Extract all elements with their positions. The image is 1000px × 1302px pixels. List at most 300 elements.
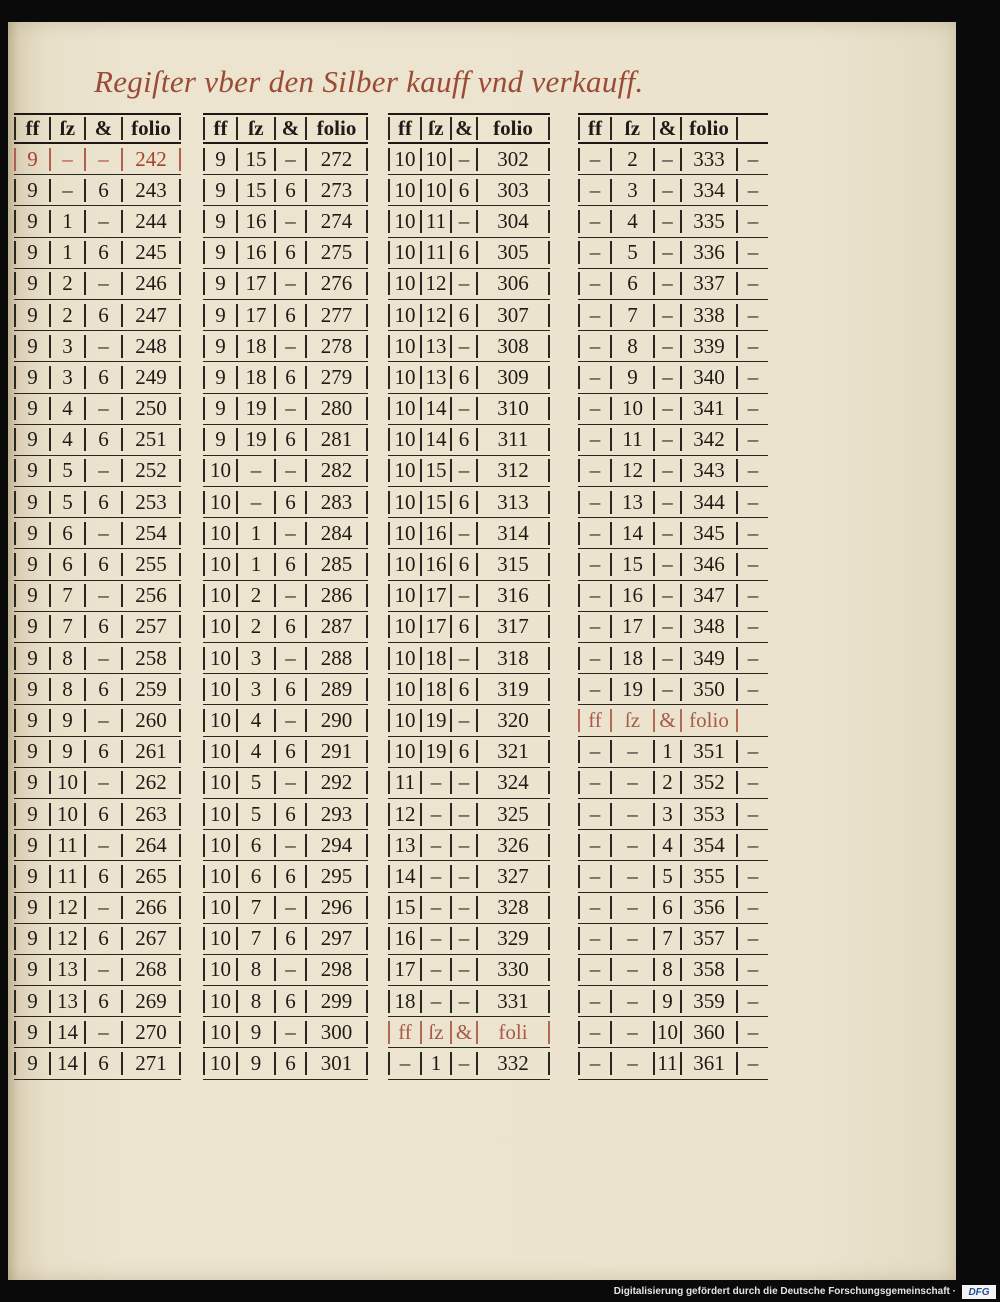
schilling-cell: 17 <box>236 304 274 327</box>
pfennig-cell: – <box>84 834 121 857</box>
pfennig-cell: & <box>653 709 680 732</box>
schilling-cell: – <box>420 803 450 826</box>
table-row <box>578 362 768 393</box>
florin-cell: ff <box>578 709 610 732</box>
table-row <box>14 799 181 830</box>
schilling-cell: – <box>610 927 653 950</box>
schilling-cell: 15 <box>610 553 653 576</box>
folio-cell: 339 <box>680 335 738 358</box>
folio-cell: 355 <box>680 865 738 888</box>
folio-cell: 246 <box>121 272 181 295</box>
pfennig-cell: – <box>84 1021 121 1044</box>
column-header <box>578 113 768 144</box>
folio-cell: 330 <box>476 958 550 981</box>
florin-cell: 9 <box>14 584 49 607</box>
schilling-cell: 11 <box>420 210 450 233</box>
pfennig-cell: 6 <box>274 990 305 1013</box>
table-row <box>578 456 768 487</box>
schilling-cell: – <box>610 865 653 888</box>
schilling-cell: – <box>610 740 653 763</box>
folio-cell: 245 <box>121 241 181 264</box>
folio-cell: 289 <box>305 678 368 701</box>
folio-cell: 261 <box>121 740 181 763</box>
florin-cell: 10 <box>388 304 420 327</box>
schilling-cell: 14 <box>420 397 450 420</box>
florin-cell: 9 <box>203 210 236 233</box>
pfennig-cell: – <box>274 522 305 545</box>
folio-cell: 357 <box>680 927 738 950</box>
schilling-cell: 5 <box>610 241 653 264</box>
florin-cell: 10 <box>203 1052 236 1075</box>
folio-cell: 344 <box>680 491 738 514</box>
florin-cell: 9 <box>14 553 49 576</box>
florin-cell: – <box>578 1021 610 1044</box>
florin-cell: 10 <box>388 397 420 420</box>
table-row <box>14 487 181 518</box>
florin-cell: 10 <box>203 834 236 857</box>
florin-cell: – <box>578 771 610 794</box>
table-row <box>388 799 550 830</box>
pfennig-cell: 6 <box>450 553 476 576</box>
folio-cell: 335 <box>680 210 738 233</box>
schilling-cell: 14 <box>610 522 653 545</box>
pfennig-cell: 6 <box>84 553 121 576</box>
table-row <box>578 612 768 643</box>
florin-cell: 9 <box>14 834 49 857</box>
florin-cell: 10 <box>203 647 236 670</box>
folio-cell: 331 <box>476 990 550 1013</box>
pfennig-cell: 6 <box>274 179 305 202</box>
florin-cell: 14 <box>388 865 420 888</box>
table-row <box>578 861 768 892</box>
schilling-cell: 1 <box>49 210 84 233</box>
schilling-cell: 16 <box>420 522 450 545</box>
florin-cell: – <box>388 1052 420 1075</box>
schilling-cell: 9 <box>236 1052 274 1075</box>
table-row <box>14 331 181 362</box>
table-row <box>203 612 368 643</box>
pfennig-cell: 6 <box>274 304 305 327</box>
schilling-cell: 17 <box>610 615 653 638</box>
folio-cell: 269 <box>121 990 181 1013</box>
folio-cell: 328 <box>476 896 550 919</box>
florin-cell: 10 <box>388 584 420 607</box>
folio-cell: folio <box>680 709 738 732</box>
folio-cell: 250 <box>121 397 181 420</box>
pfennig-cell: 6 <box>84 1052 121 1075</box>
folio-cell: 277 <box>305 304 368 327</box>
table-row <box>203 674 368 705</box>
folio-cell: 274 <box>305 210 368 233</box>
table-row <box>388 737 550 768</box>
folio-cell: 342 <box>680 428 738 451</box>
folio-cell: 276 <box>305 272 368 295</box>
pfennig-cell: – <box>653 459 680 482</box>
table-row <box>203 986 368 1017</box>
pfennig-cell: – <box>84 709 121 732</box>
table-row <box>388 768 550 799</box>
schilling-cell: 2 <box>236 615 274 638</box>
florin-cell: 10 <box>388 272 420 295</box>
pfennig-cell: 6 <box>84 241 121 264</box>
table-row <box>14 893 181 924</box>
tail-mark: – <box>747 896 759 920</box>
florin-cell: 9 <box>14 148 49 171</box>
tail-mark: – <box>747 771 759 795</box>
table-row <box>388 549 550 580</box>
table-row <box>203 830 368 861</box>
pfennig-cell: 6 <box>84 304 121 327</box>
folio-cell: 293 <box>305 803 368 826</box>
folio-cell: 348 <box>680 615 738 638</box>
table-row <box>578 986 768 1017</box>
folio-cell: 285 <box>305 553 368 576</box>
schilling-cell: – <box>420 834 450 857</box>
pfennig-cell: 6 <box>450 428 476 451</box>
folio-cell: 266 <box>121 896 181 919</box>
pfennig-cell: 10 <box>653 1021 680 1044</box>
schilling-cell: ſz <box>49 117 84 140</box>
pfennig-cell: – <box>450 771 476 794</box>
schilling-cell: 15 <box>236 148 274 171</box>
register-column-4 <box>578 113 768 1080</box>
table-row <box>388 238 550 269</box>
pfennig-cell: – <box>450 896 476 919</box>
schilling-cell: – <box>236 459 274 482</box>
tail-mark: – <box>747 272 759 296</box>
schilling-cell: – <box>610 990 653 1013</box>
folio-cell: 265 <box>121 865 181 888</box>
folio-cell: 309 <box>476 366 550 389</box>
florin-cell: – <box>578 148 610 171</box>
schilling-cell: 14 <box>420 428 450 451</box>
folio-cell: 286 <box>305 584 368 607</box>
schilling-cell: 12 <box>49 896 84 919</box>
florin-cell: 10 <box>203 803 236 826</box>
table-row <box>203 175 368 206</box>
pfennig-cell: – <box>653 491 680 514</box>
table-row <box>14 581 181 612</box>
table-row <box>14 175 181 206</box>
folio-cell: 324 <box>476 771 550 794</box>
table-row <box>14 549 181 580</box>
pfennig-cell: 3 <box>653 803 680 826</box>
florin-cell: 10 <box>388 553 420 576</box>
folio-cell: 325 <box>476 803 550 826</box>
folio-cell: 353 <box>680 803 738 826</box>
florin-cell: 9 <box>14 428 49 451</box>
folio-cell: 287 <box>305 615 368 638</box>
florin-cell: 10 <box>388 678 420 701</box>
schilling-cell: 12 <box>420 304 450 327</box>
schilling-cell: 5 <box>49 491 84 514</box>
pfennig-cell: – <box>653 304 680 327</box>
folio-cell: 270 <box>121 1021 181 1044</box>
table-row <box>203 144 368 175</box>
schilling-cell: 18 <box>420 647 450 670</box>
table-row <box>14 861 181 892</box>
folio-cell: 262 <box>121 771 181 794</box>
schilling-cell: 2 <box>49 304 84 327</box>
table-row <box>14 362 181 393</box>
florin-cell: 10 <box>388 366 420 389</box>
florin-cell: 9 <box>14 647 49 670</box>
pfennig-cell: – <box>450 990 476 1013</box>
register-column-3 <box>388 113 550 1080</box>
folio-cell: 354 <box>680 834 738 857</box>
folio-cell: 350 <box>680 678 738 701</box>
schilling-cell: – <box>610 958 653 981</box>
pfennig-cell: – <box>450 459 476 482</box>
register-column-2 <box>203 113 368 1080</box>
florin-cell: – <box>578 584 610 607</box>
pfennig-cell: – <box>653 397 680 420</box>
folio-cell: 351 <box>680 740 738 763</box>
florin-cell: 9 <box>14 241 49 264</box>
florin-cell: 9 <box>14 990 49 1013</box>
schilling-cell: 12 <box>610 459 653 482</box>
pfennig-cell: 6 <box>450 241 476 264</box>
table-row <box>578 425 768 456</box>
folio-cell: 249 <box>121 366 181 389</box>
table-row <box>203 238 368 269</box>
pfennig-cell: 6 <box>653 896 680 919</box>
table-row <box>203 456 368 487</box>
pfennig-cell: 6 <box>84 740 121 763</box>
pfennig-cell: – <box>274 709 305 732</box>
table-row <box>388 269 550 300</box>
table-row <box>203 331 368 362</box>
florin-cell: 10 <box>203 896 236 919</box>
schilling-cell: 5 <box>236 803 274 826</box>
pfennig-cell: 9 <box>653 990 680 1013</box>
pfennig-cell: 6 <box>450 615 476 638</box>
tail-mark: – <box>747 864 759 888</box>
table-row <box>203 1048 368 1079</box>
florin-cell: 9 <box>203 179 236 202</box>
table-row <box>14 206 181 237</box>
table-row <box>203 581 368 612</box>
florin-cell: 9 <box>14 304 49 327</box>
florin-cell: – <box>578 647 610 670</box>
folio-cell: 320 <box>476 709 550 732</box>
schilling-cell: 11 <box>49 834 84 857</box>
schilling-cell: 13 <box>420 366 450 389</box>
folio-cell: foli <box>476 1021 550 1044</box>
pfennig-cell: – <box>84 148 121 171</box>
pfennig-cell: 6 <box>450 491 476 514</box>
folio-cell: 263 <box>121 803 181 826</box>
pfennig-cell: – <box>84 958 121 981</box>
pfennig-cell: 6 <box>274 553 305 576</box>
schilling-cell: 3 <box>236 678 274 701</box>
table-row <box>14 612 181 643</box>
florin-cell: 10 <box>388 740 420 763</box>
pfennig-cell: – <box>653 584 680 607</box>
florin-cell: 10 <box>203 709 236 732</box>
florin-cell: 10 <box>388 179 420 202</box>
tail-mark: – <box>747 334 759 358</box>
column-header <box>388 113 550 144</box>
column-header <box>203 113 368 144</box>
schilling-cell: 11 <box>610 428 653 451</box>
table-row <box>14 924 181 955</box>
schilling-cell: 4 <box>236 709 274 732</box>
tail-mark: – <box>747 147 759 171</box>
schilling-cell: 18 <box>420 678 450 701</box>
pfennig-cell: & <box>84 117 121 140</box>
schilling-cell: 17 <box>420 584 450 607</box>
folio-cell: 247 <box>121 304 181 327</box>
schilling-cell: 18 <box>236 335 274 358</box>
florin-cell: 10 <box>203 927 236 950</box>
dfg-logo: DFG <box>962 1285 996 1299</box>
schilling-cell: 1 <box>420 1052 450 1075</box>
schilling-cell: 3 <box>49 366 84 389</box>
schilling-cell: – <box>49 179 84 202</box>
pfennig-cell: – <box>450 584 476 607</box>
tail-mark: – <box>747 646 759 670</box>
florin-cell: 9 <box>14 366 49 389</box>
tail-mark: – <box>747 428 759 452</box>
pfennig-cell: 6 <box>84 803 121 826</box>
florin-cell: 9 <box>14 179 49 202</box>
tail-mark: – <box>747 740 759 764</box>
folio-cell: 314 <box>476 522 550 545</box>
folio-cell: 338 <box>680 304 738 327</box>
folio-cell: 301 <box>305 1052 368 1075</box>
table-row <box>203 425 368 456</box>
pfennig-cell: – <box>450 272 476 295</box>
folio-cell: 248 <box>121 335 181 358</box>
tail-mark: – <box>747 958 759 982</box>
pfennig-cell: – <box>84 584 121 607</box>
schilling-cell: 18 <box>610 647 653 670</box>
schilling-cell: 13 <box>420 335 450 358</box>
table-row <box>14 1048 181 1079</box>
florin-cell: – <box>578 803 610 826</box>
schilling-cell: 8 <box>49 678 84 701</box>
schilling-cell: – <box>420 896 450 919</box>
schilling-cell: ſz <box>236 117 274 140</box>
table-row <box>578 768 768 799</box>
folio-cell: 334 <box>680 179 738 202</box>
folio-cell: 341 <box>680 397 738 420</box>
pfennig-cell: – <box>274 397 305 420</box>
schilling-cell: 10 <box>420 148 450 171</box>
table-row <box>578 581 768 612</box>
schilling-cell: – <box>420 927 450 950</box>
schilling-cell: 9 <box>236 1021 274 1044</box>
table-row <box>14 269 181 300</box>
pfennig-cell: 6 <box>274 678 305 701</box>
schilling-cell: 10 <box>49 771 84 794</box>
table-row <box>203 518 368 549</box>
pfennig-cell: 6 <box>274 241 305 264</box>
folio-cell: 336 <box>680 241 738 264</box>
folio-cell: 361 <box>680 1052 738 1075</box>
schilling-cell: 16 <box>610 584 653 607</box>
pfennig-cell: – <box>450 148 476 171</box>
florin-cell: 9 <box>14 491 49 514</box>
schilling-cell: 13 <box>49 958 84 981</box>
pfennig-cell: – <box>653 366 680 389</box>
pfennig-cell: & <box>274 117 305 140</box>
schilling-cell: 3 <box>49 335 84 358</box>
schilling-cell: 16 <box>236 241 274 264</box>
pfennig-cell: 6 <box>84 491 121 514</box>
table-row <box>578 549 768 580</box>
table-row <box>388 643 550 674</box>
folio-cell: 360 <box>680 1021 738 1044</box>
florin-cell: 9 <box>14 1052 49 1075</box>
schilling-cell: 8 <box>610 335 653 358</box>
schilling-cell: 5 <box>236 771 274 794</box>
folio-cell: 302 <box>476 148 550 171</box>
florin-cell: ff <box>388 117 420 140</box>
schilling-cell: – <box>610 771 653 794</box>
schilling-cell: – <box>610 1021 653 1044</box>
table-row <box>203 1017 368 1048</box>
schilling-cell: 9 <box>610 366 653 389</box>
florin-cell: – <box>578 335 610 358</box>
pfennig-cell: – <box>653 678 680 701</box>
table-row <box>14 1017 181 1048</box>
table-row <box>578 674 768 705</box>
pfennig-cell: 6 <box>84 678 121 701</box>
florin-cell: 18 <box>388 990 420 1013</box>
tail-mark: – <box>747 553 759 577</box>
table-row <box>388 394 550 425</box>
pfennig-cell: – <box>653 647 680 670</box>
schilling-cell: 6 <box>610 272 653 295</box>
florin-cell: 9 <box>203 397 236 420</box>
florin-cell: 10 <box>203 553 236 576</box>
folio-cell: 346 <box>680 553 738 576</box>
pfennig-cell: 6 <box>274 491 305 514</box>
pfennig-cell: – <box>450 958 476 981</box>
florin-cell: 10 <box>388 148 420 171</box>
folio-cell: 273 <box>305 179 368 202</box>
florin-cell: – <box>578 927 610 950</box>
folio-cell: folio <box>476 117 550 140</box>
schilling-cell: 4 <box>610 210 653 233</box>
table-row <box>578 799 768 830</box>
tail-mark: – <box>747 927 759 951</box>
table-row <box>578 1017 768 1048</box>
florin-cell: 13 <box>388 834 420 857</box>
schilling-cell: 15 <box>420 491 450 514</box>
tail-mark: – <box>747 209 759 233</box>
folio-cell: 333 <box>680 148 738 171</box>
tail-mark: – <box>747 303 759 327</box>
florin-cell: 12 <box>388 803 420 826</box>
folio-cell: 295 <box>305 865 368 888</box>
table-row <box>388 300 550 331</box>
schilling-cell: 15 <box>420 459 450 482</box>
folio-cell: 307 <box>476 304 550 327</box>
schilling-cell: 6 <box>49 553 84 576</box>
folio-cell: 290 <box>305 709 368 732</box>
folio-cell: 306 <box>476 272 550 295</box>
schilling-cell: 13 <box>49 990 84 1013</box>
folio-cell: 251 <box>121 428 181 451</box>
folio-cell: 340 <box>680 366 738 389</box>
tail-mark: – <box>747 1052 759 1076</box>
pfennig-cell: & <box>653 117 680 140</box>
florin-cell: 9 <box>14 1021 49 1044</box>
folio-cell: 253 <box>121 491 181 514</box>
